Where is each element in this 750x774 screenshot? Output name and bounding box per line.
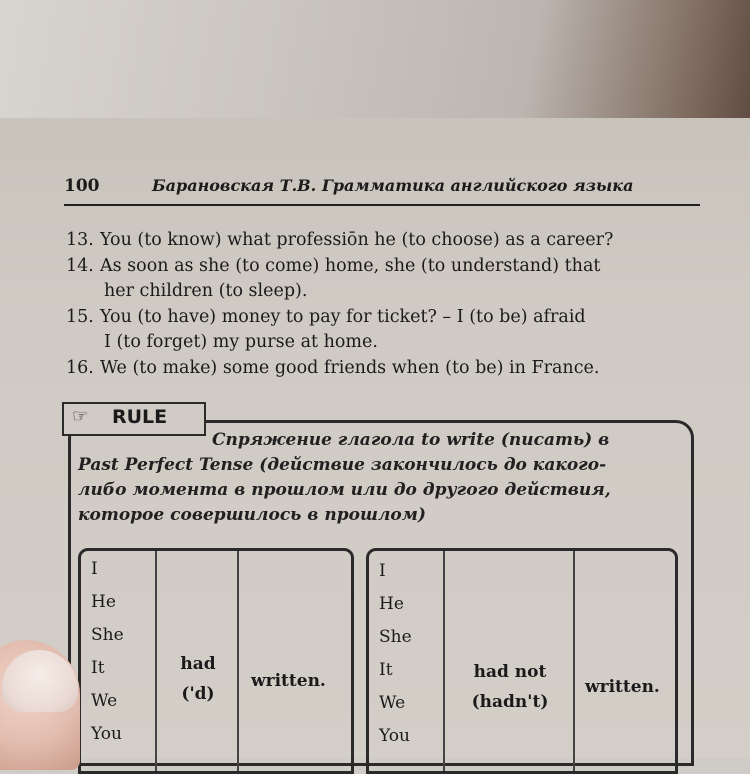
pronoun: He [379,594,404,614]
rule-line: Past Perfect Tense (действие закончилось до какого- [78,455,607,475]
auxiliary-contraction: (hadn't) [471,692,549,712]
exercise-text: You (to know) what professiōn he (to choose) as a career? [100,230,614,250]
pronoun: You [91,724,122,744]
rule-line: либо момента в прошлом или до другого действия, [78,480,611,500]
exercise-text-continued: I (to forget) my purse at home. [104,332,378,352]
page-number: 100 [64,176,100,196]
pronoun: I [379,561,386,581]
pronoun: We [91,691,118,711]
conjugation-table-negative [366,548,678,774]
exercise-13 [66,228,706,253]
auxiliary-verb [159,649,237,709]
pointing-hand-icon: ☞ [72,406,89,427]
pronoun: We [379,693,406,713]
pronoun: It [91,658,105,678]
exercise-text: As soon as she (to come) home, she (to understand) that [100,256,601,276]
exercise-text-continued: her children (to sleep). [104,281,308,301]
pronoun-list [379,555,412,753]
exercise-number: 14. [66,256,94,276]
rule-description [78,428,688,528]
background-fabric [0,0,750,125]
running-title: Барановская Т.В. Грамматика английского языка [152,176,634,195]
exercise-15 [66,305,706,355]
auxiliary-verb [447,657,573,717]
conjugation-table-affirmative [78,548,354,774]
pronoun-list [91,553,124,751]
pronoun: You [379,726,410,746]
participle: written. [251,671,326,691]
pronoun: I [91,559,98,579]
exercise-text: We (to make) some good friends when (to be) in France. [100,358,600,378]
pronoun: He [91,592,116,612]
exercise-number: 16. [66,358,94,378]
pronoun: It [379,660,393,680]
exercise-text: You (to have) money to pay for ticket? – I (to be) afraid [100,307,586,327]
auxiliary-contraction: ('d) [181,684,215,704]
exercise-number: 15. [66,307,94,327]
rule-line: которое совершилось в прошлом) [78,505,426,525]
auxiliary-line: had [180,654,216,674]
exercise-16 [66,356,706,381]
rule-label: RULE [112,406,168,428]
pronoun: She [379,627,412,647]
exercise-14 [66,254,706,304]
pronoun: She [91,625,124,645]
participle: written. [585,677,660,697]
page-header [64,176,700,206]
exercise-number: 13. [66,230,94,250]
rule-line: Спряжение глагола to write (писать) в [212,430,610,450]
auxiliary-line: had not [473,662,547,682]
